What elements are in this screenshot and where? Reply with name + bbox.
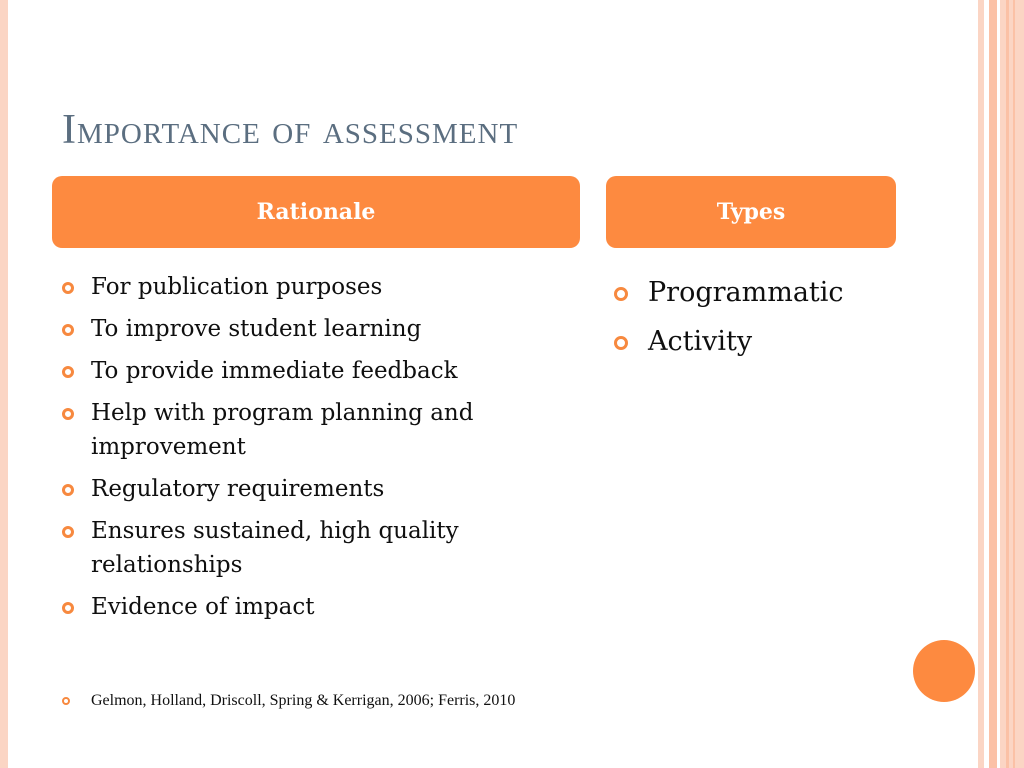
list-item — [614, 274, 844, 312]
list-item-text: Ensures sustained, high quality relationships — [91, 518, 459, 578]
list-item — [62, 354, 611, 388]
list-item — [62, 270, 611, 304]
list-item — [614, 323, 844, 361]
list-item-text: To provide immediate feedback — [91, 358, 458, 384]
citation — [62, 690, 611, 711]
list-item — [62, 396, 611, 464]
list-item — [62, 472, 611, 506]
rationale-header-label: Rationale — [256, 199, 376, 225]
right-frame-stripe — [978, 0, 984, 768]
bullet-icon — [62, 602, 74, 614]
list-item — [62, 514, 611, 582]
types-header-label: Types — [716, 199, 786, 225]
list-item-text: Help with program planning and improvement — [91, 400, 474, 460]
bullet-icon — [62, 408, 74, 420]
types-header — [606, 176, 896, 248]
list-item-text: Regulatory requirements — [91, 476, 385, 502]
list-item-text: Evidence of impact — [91, 594, 315, 620]
bullet-icon — [62, 484, 74, 496]
bullet-icon — [62, 366, 74, 378]
right-frame-stripe — [1013, 0, 1015, 768]
list-item-text: Activity — [648, 326, 753, 357]
right-frame-stripe — [989, 0, 997, 768]
list-item-text: Programmatic — [648, 277, 844, 308]
bullet-icon — [62, 324, 74, 336]
list-item-text: For publication purposes — [91, 274, 383, 300]
right-frame-stripe — [1000, 0, 1024, 768]
rationale-header — [52, 176, 580, 248]
bullet-icon — [614, 336, 628, 350]
rationale-list — [62, 270, 611, 632]
types-list — [614, 274, 844, 372]
list-item — [62, 590, 611, 624]
slide-title: Importance of assessment — [62, 107, 519, 153]
left-frame-border — [0, 0, 8, 768]
list-item — [62, 312, 611, 346]
right-frame-stripe — [1006, 0, 1009, 768]
decorative-circle — [913, 640, 975, 702]
bullet-icon — [62, 282, 74, 294]
bullet-icon — [614, 287, 628, 301]
bullet-icon — [62, 697, 70, 705]
list-item-text: To improve student learning — [91, 316, 422, 342]
bullet-icon — [62, 526, 74, 538]
citation-text: Gelmon, Holland, Driscoll, Spring & Kerrigan, 2006; Ferris, 2010 — [91, 692, 516, 709]
